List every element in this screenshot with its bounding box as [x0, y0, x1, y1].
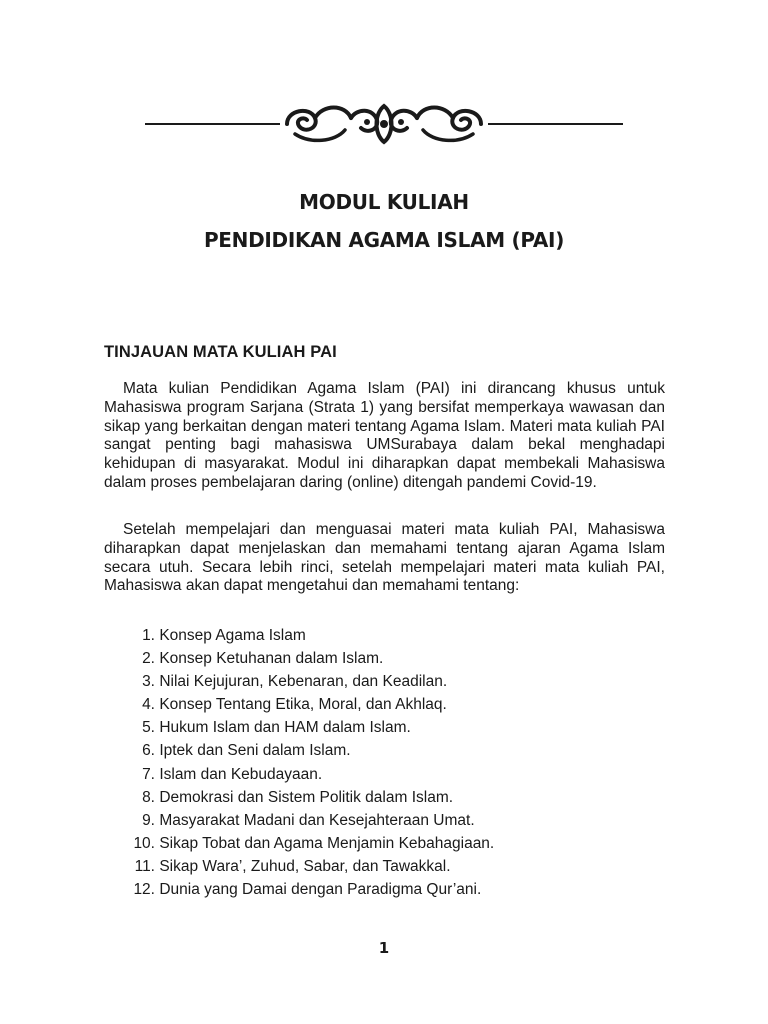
list-item: 9. Masyarakat Madani dan Kesejahteraan Umat. [142, 811, 475, 829]
document-title-line-2: PENDIDIKAN AGAMA ISLAM (PAI) [203, 228, 565, 252]
list-item: 3. Nilai Kejujuran, Kebenaran, dan Keadilan. [142, 673, 448, 691]
objectives-paragraph: Setelah mempelajari dan menguasai materi mata kuliah PAI, Mahasiswa diharapkan dapat menjelaskan dan memahami tentang ajaran Agama Islam secara utuh. Secara lebih rinci, setelah mempelajari materi mata kuliah PAI, Mahasiswa akan dapat mengetahui dan memahami tentang: [104, 521, 665, 595]
intro-paragraph: Mata kulian Pendidikan Agama Islam (PAI) ini dirancang khusus untuk Mahasiswa program Sarjana (Strata 1) yang bersifat memperkaya wawasan dan sikap yang berkaitan dengan materi tentang Agama Islam. Materi mata kuliah PAI sangat penting bagi mahasiswa UMSurabaya dalam bekal menghadapi kehidupan di masyarakat. Modul ini diharapkan dapat membekali Mahasiswa dalam proses pembelajaran daring (online) ditengah pandemi Covid-19. [104, 380, 665, 491]
page-number: 1 [378, 939, 390, 957]
list-item: 5. Hukum Islam dan HAM dalam Islam. [142, 719, 411, 737]
section-heading: TINJAUAN MATA KULIAH PAI [104, 343, 337, 361]
list-item: 6. Iptek dan Seni dalam Islam. [142, 742, 351, 760]
list-item: 11. Sikap Wara’, Zuhud, Sabar, dan Tawakkal. [134, 857, 451, 875]
document-title-line-1: MODUL KULIAH [299, 190, 469, 214]
list-item: 2. Konsep Ketuhanan dalam Islam. [142, 650, 384, 668]
flourish-ornament-icon [145, 100, 623, 150]
list-item: 10. Sikap Tobat dan Agama Menjamin Kebahagiaan. [133, 834, 495, 852]
list-item: 8. Demokrasi dan Sistem Politik dalam Islam. [142, 788, 454, 806]
topic-list [104, 624, 665, 901]
list-item: 12. Dunia yang Damai dengan Paradigma Qur’ani. [133, 881, 482, 899]
list-item: 4. Konsep Tentang Etika, Moral, dan Akhlaq. [142, 696, 447, 714]
list-item: 1. Konsep Agama Islam [142, 627, 306, 644]
list-item: 7. Islam dan Kebudayaan. [142, 765, 323, 783]
